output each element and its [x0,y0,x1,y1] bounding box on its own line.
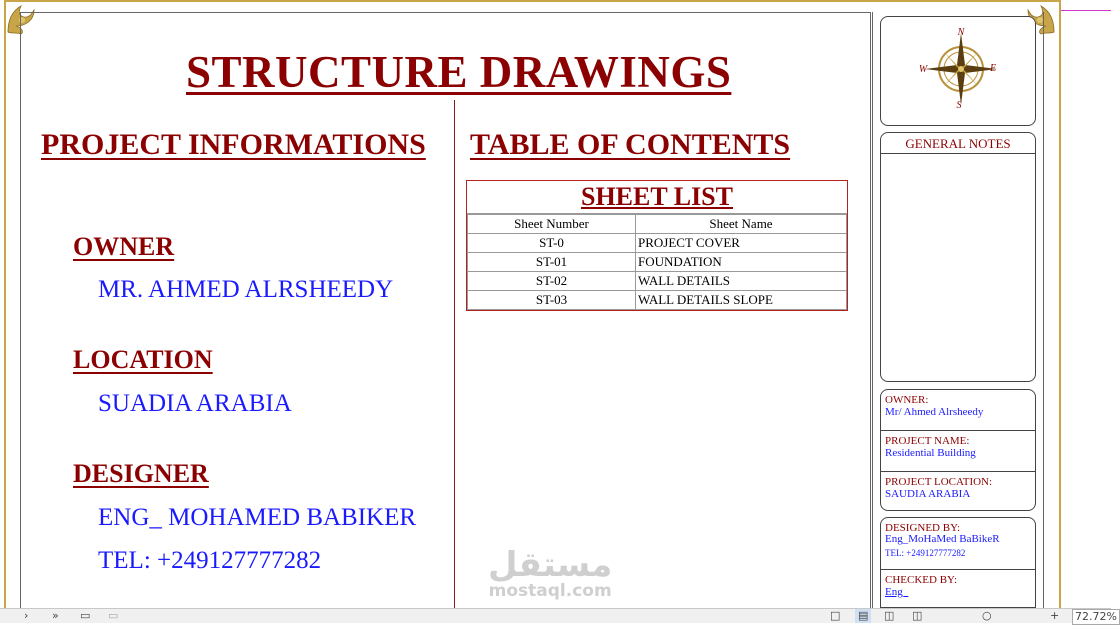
designer-tel: TEL: +249127777282 [98,547,322,574]
zoom-in-icon[interactable]: + [1050,609,1060,622]
last-page-icon[interactable]: » [52,609,59,622]
compass-east-label: E [989,63,997,74]
canvas-margin [1061,0,1111,608]
compass-west-label: W [918,64,928,75]
project-info-heading: PROJECT INFORMATIONS [41,128,426,161]
next-page-icon[interactable]: › [24,609,29,622]
sheet-number-cell: ST-02 [468,272,636,291]
tb-designed-by-label: DESIGNED BY: [885,522,961,534]
designer-label: DESIGNER [73,459,209,488]
sheet-list-title: SHEET LIST [467,181,847,214]
compass-south-label: S [956,100,962,111]
location-value: SUADIA ARABIA [98,390,292,417]
designer-value: ENG_ MOHAMED BABIKER [98,504,417,531]
sheet-number-cell: ST-03 [468,291,636,310]
sheet-list-table [466,180,848,311]
tb-owner-label: OWNER: [885,394,929,406]
zoom-level[interactable]: 72.72% [1072,609,1120,625]
sheet-name-cell: FOUNDATION [636,253,847,272]
designer-box [880,517,1036,608]
general-notes-title: GENERAL NOTES [881,133,1035,154]
sheet-name-cell: PROJECT COVER [636,234,847,253]
zoom-slider[interactable]: ○ [982,609,992,622]
sheet-name-cell: WALL DETAILS SLOPE [636,291,847,310]
tb-checked-by-value: Eng_ [885,586,909,598]
tb-designed-by-value: Eng_MoHaMed BaBikeR [885,533,1000,545]
continuous-view-icon[interactable]: ▤ [855,609,871,623]
column-divider [454,100,455,608]
owner-value: MR. AHMED ALRSHEEDY [98,276,394,303]
tb-checked-by-label: CHECKED BY: [885,574,958,586]
selection-accent-line [1061,10,1111,11]
insert-page-icon[interactable]: ▭ [80,609,91,622]
table-row [468,234,847,253]
two-page-view-icon[interactable]: ◫ [884,609,895,622]
toc-heading: TABLE OF CONTENTS [470,128,791,161]
compass-rose-icon [881,17,1035,125]
table-row [468,253,847,272]
tb-project-name-value: Residential Building [885,447,976,459]
table-row [468,272,847,291]
location-label: LOCATION [73,345,213,374]
tb-project-location-value: SAUDIA ARABIA [885,488,971,500]
page-title: STRUCTURE DRAWINGS [186,47,732,97]
sheet-name-cell: WALL DETAILS [636,272,847,291]
sheet-number-cell: ST-01 [468,253,636,272]
status-bar [0,608,1117,623]
tb-project-name-label: PROJECT NAME: [885,435,970,447]
copy-page-icon[interactable]: ▭ [108,609,119,622]
compass-box [880,16,1036,126]
watermark-latin: mostaql.com [488,581,612,601]
table-row [468,291,847,310]
tb-designed-by-tel: TEL: +249127777282 [885,548,966,558]
compass-north-label: N [957,27,965,38]
general-notes-box [880,132,1036,382]
single-page-view-icon[interactable]: □ [830,609,841,622]
column-header-name: Sheet Name [636,215,847,234]
tb-owner-value: Mr/ Ahmed Alrsheedy [885,406,984,418]
tb-project-location-label: PROJECT LOCATION: [885,476,993,488]
column-header-number: Sheet Number [468,215,636,234]
sheet-number-cell: ST-0 [468,234,636,253]
watermark-arabic: مستقل [488,545,613,585]
watermark [488,545,613,601]
owner-label: OWNER [73,232,175,261]
project-info-box [880,389,1036,511]
book-view-icon[interactable]: ◫ [912,609,923,622]
